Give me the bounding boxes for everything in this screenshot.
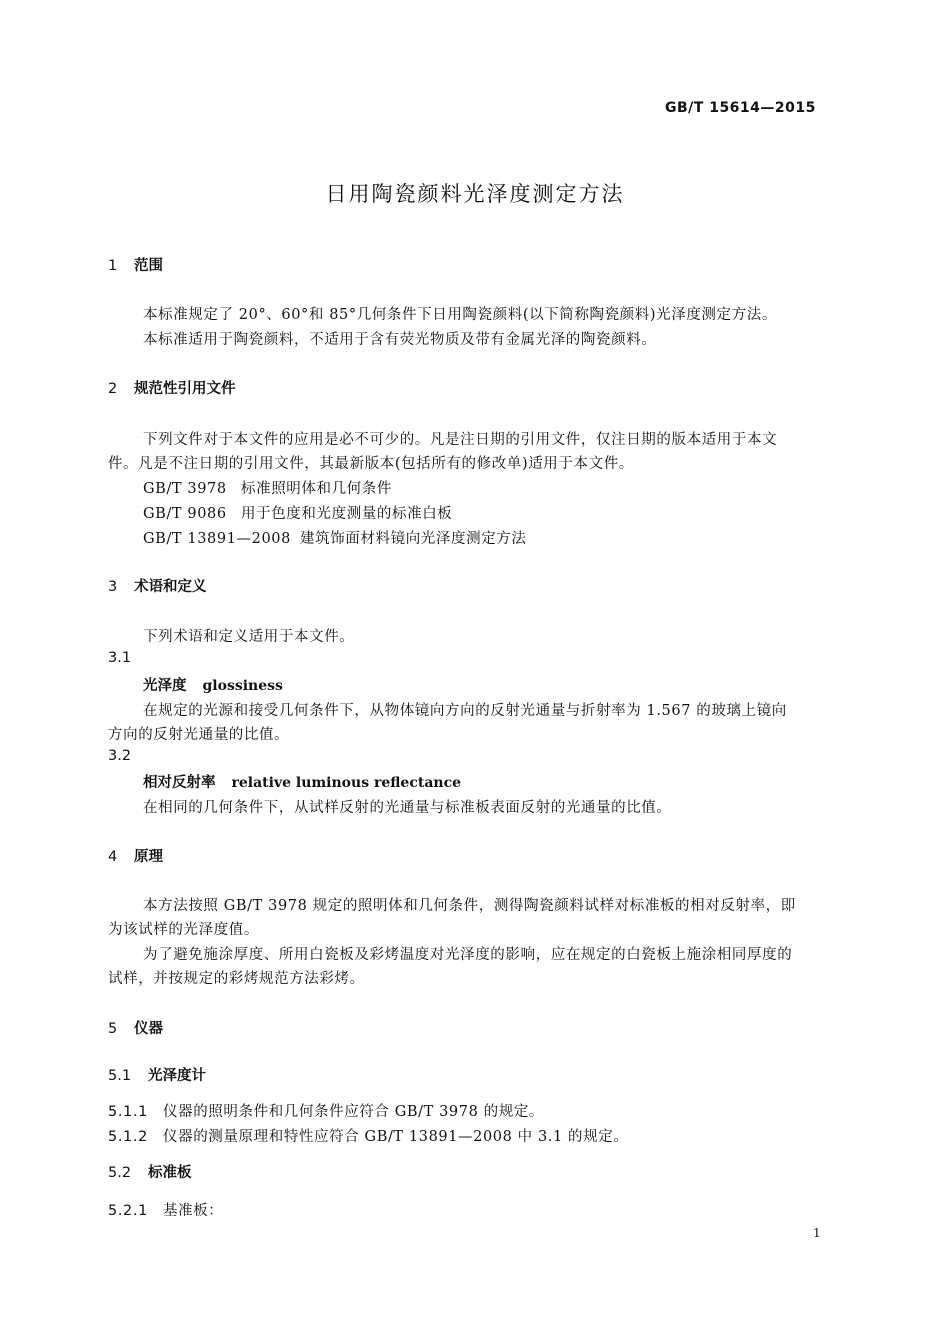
term-chinese: 光泽度 — [143, 678, 187, 694]
definition-line: 在相同的几何条件下，从试样反射的光通量与标准板表面反射的光通量的比值。 — [143, 800, 672, 816]
paragraph: 本标准规定了 20°、60°和 85°几何条件下日用陶瓷颜料(以下简称陶瓷颜料)光泽度测定方法。 — [143, 307, 777, 323]
subsection-title: 光泽度计 — [148, 1068, 206, 1084]
section-3-heading — [108, 575, 207, 596]
section-1-heading — [108, 254, 163, 275]
subsection-title: 标准板 — [148, 1165, 192, 1181]
clause — [108, 1125, 628, 1146]
section-4-heading — [108, 845, 163, 866]
section-title: 仪器 — [134, 1021, 163, 1037]
standard-number: GB/T 15614—2015 — [665, 100, 816, 116]
subsection-number: 5.1 — [108, 1068, 132, 1084]
section-number: 4 — [108, 849, 118, 865]
reference-item — [143, 527, 527, 548]
paragraph: 下列术语和定义适用于本文件。 — [143, 629, 355, 645]
reference-title: 建筑饰面材料镜向光泽度测定方法 — [300, 531, 527, 547]
section-title: 原理 — [134, 849, 163, 865]
paragraph: 本标准适用于陶瓷颜料，不适用于含有荧光物质及带有金属光泽的陶瓷颜料。 — [143, 332, 657, 348]
section-title: 术语和定义 — [134, 579, 207, 595]
section-title: 规范性引用文件 — [134, 381, 236, 397]
clause-number: 5.2.1 — [108, 1203, 148, 1219]
definition-line: 在规定的光源和接受几何条件下，从物体镜向方向的反射光通量与折射率为 1.567 的玻璃上镜向 — [143, 703, 787, 719]
term-number: 3.2 — [108, 748, 132, 764]
clause-text: 仪器的测量原理和特性应符合 GB/T 13891—2008 中 3.1 的规定。 — [163, 1129, 629, 1145]
subsection-number: 5.2 — [108, 1165, 132, 1181]
paragraph-line: 下列文件对于本文件的应用是必不可少的。凡是注日期的引用文件，仅注日期的版本适用于本文 — [143, 432, 778, 448]
clause-number: 5.1.2 — [108, 1129, 148, 1145]
section-number: 2 — [108, 381, 118, 397]
term-heading — [143, 771, 461, 792]
term-heading — [143, 674, 283, 695]
definition-line: 方向的反射光通量的比值。 — [108, 727, 290, 743]
page-number: 1 — [813, 1226, 821, 1240]
clause-text: 仪器的照明条件和几何条件应符合 GB/T 3978 的规定。 — [163, 1104, 545, 1120]
subsection-heading — [108, 1161, 192, 1182]
section-number: 3 — [108, 579, 118, 595]
paragraph-line: 本方法按照 GB/T 3978 规定的照明体和几何条件，测得陶瓷颜料试样对标准板的相对反射率，即 — [143, 898, 796, 914]
reference-item — [143, 477, 392, 498]
section-number: 1 — [108, 258, 118, 274]
document-title: 日用陶瓷颜料光泽度测定方法 — [325, 182, 625, 206]
reference-title: 用于色度和光度测量的标准白板 — [241, 506, 453, 522]
term-number: 3.1 — [108, 650, 132, 666]
section-2-heading — [108, 377, 236, 398]
reference-code: GB/T 13891—2008 — [143, 531, 291, 547]
section-number: 5 — [108, 1021, 118, 1037]
paragraph-line: 为该试样的光泽度值。 — [108, 922, 259, 938]
reference-title: 标准照明体和几何条件 — [241, 481, 392, 497]
section-5-heading — [108, 1017, 163, 1038]
clause-text: 基准板： — [163, 1203, 224, 1219]
term-english: glossiness — [202, 678, 283, 694]
reference-code: GB/T 3978 — [143, 481, 227, 497]
clause-number: 5.1.1 — [108, 1104, 148, 1120]
clause — [108, 1100, 544, 1121]
paragraph-line: 试样，并按规定的彩烤规范方法彩烤。 — [108, 971, 365, 987]
term-english: relative luminous reflectance — [231, 775, 461, 791]
paragraph-line: 为了避免施涂厚度、所用白瓷板及彩烤温度对光泽度的影响，应在规定的白瓷板上施涂相同厚度的 — [143, 947, 793, 963]
paragraph-line: 件。凡是不注日期的引用文件，其最新版本(包括所有的修改单)适用于本文件。 — [108, 456, 634, 472]
reference-code: GB/T 9086 — [143, 506, 227, 522]
reference-item — [143, 502, 452, 523]
section-title: 范围 — [134, 258, 163, 274]
term-chinese: 相对反射率 — [143, 775, 216, 791]
subsection-heading — [108, 1064, 206, 1085]
clause — [108, 1199, 223, 1220]
